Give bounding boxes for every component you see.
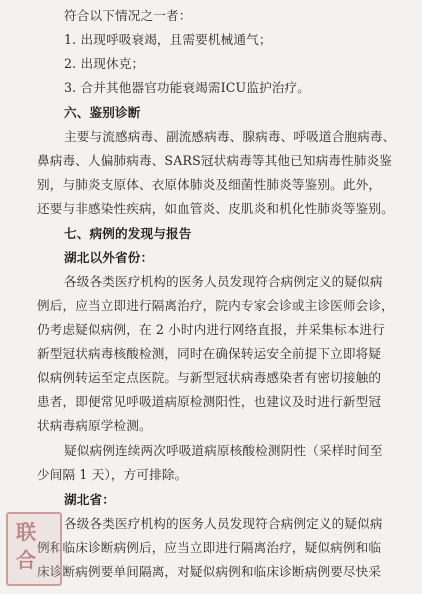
exclusion-line-1: 疑似病例连续两次呼吸道病原核酸检测阴性（采样时间至 [64,443,383,458]
criteria-item-3: 3. 合并其他器官功能衰竭需ICU监护治疗。 [64,80,311,95]
report-para-1-line-4: 新型冠状病毒核酸检测，同时在确保转运安全前提下立即将疑 [37,346,382,361]
differential-line-2: 鼻病毒、人偏肺病毒、SARS冠状病毒等其他已知病毒性肺炎鉴 [37,153,393,168]
differential-line-1: 主要与流感病毒、副流感病毒、腺病毒、呼吸道合胞病毒、 [64,129,396,144]
hubei-para-line-2: 例和临床诊断病例后，应当立即进行隔离治疗，疑似病例和临 [37,540,382,555]
differential-line-3: 别，与肺炎支原体、衣原体肺炎及细菌性肺炎等鉴别。此外， [37,177,382,192]
stamp-glyph-2: 合 [16,548,36,572]
section-6-heading: 六、鉴别诊断 [64,105,141,120]
criteria-item-1: 1. 出现呼吸衰竭，且需要机械通气； [64,32,272,47]
criteria-intro: 符合以下情况之一者： [64,8,192,23]
exclusion-line-2: 少间隔 1 天），方可排除。 [37,467,188,482]
report-para-1-line-2: 例后，应当立即进行隔离治疗，院内专家会诊或主诊医师会诊， [37,298,394,313]
report-para-1-line-6: 患者，即便常见呼吸道病原检测阳性，也建议及时进行新型冠 [37,394,382,409]
subheading-hubei: 湖北省： [64,492,115,507]
criteria-item-2: 2. 出现休克； [64,56,145,71]
report-para-1-line-7: 状病毒病原学检测。 [37,418,152,433]
section-7-heading: 七、病例的发现与报告 [64,226,192,241]
hubei-para-line-3: 床诊断病例要单间隔离，对疑似病例和临床诊断病例要尽快采 [37,564,382,579]
report-para-1-line-5: 似病例转运至定点医院。与新型冠状病毒感染者有密切接触的 [37,370,382,385]
stamp-logo [6,512,62,586]
hubei-para-line-1: 各级各类医疗机构的医务人员发现符合病例定义的疑似病 [64,516,383,531]
report-para-1-line-1: 各级各类医疗机构的医务人员发现符合病例定义的疑似病 [64,274,383,289]
subheading-outside-hubei: 湖北以外省份： [64,250,154,265]
differential-line-4: 还要与非感染性疾病，如血管炎、皮肌炎和机化性肺炎等鉴别。 [37,201,394,216]
report-para-1-line-3: 仍考虑疑似病例，在 2 小时内进行网络直报，并采集标本进行 [37,322,385,337]
stamp-glyph-1: 联 [16,520,36,544]
